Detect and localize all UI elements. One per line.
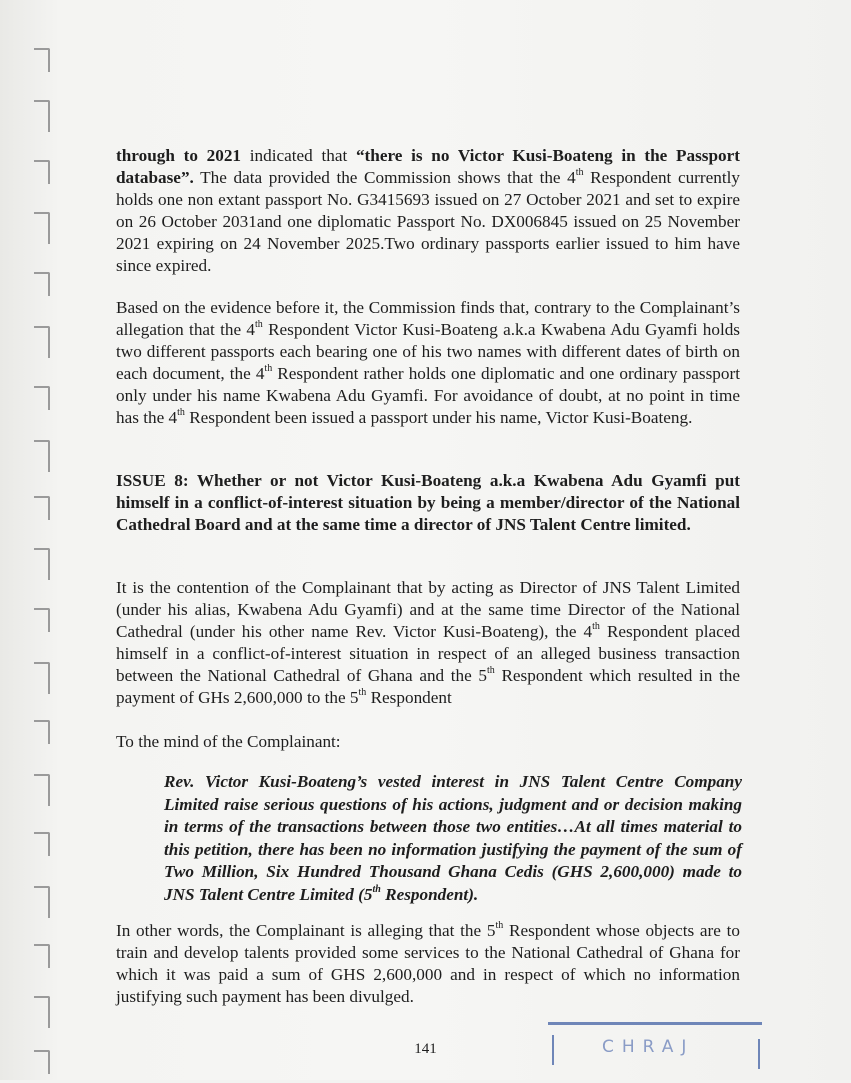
binder-mark — [34, 160, 50, 184]
binder-mark — [34, 548, 50, 580]
superscript: th — [255, 319, 263, 331]
binder-mark — [34, 100, 50, 132]
page-number: 141 — [414, 1041, 437, 1057]
stamp-text: CHRAJ — [602, 1037, 695, 1057]
paragraph-passport-database — [116, 145, 740, 277]
superscript: th — [592, 621, 600, 633]
binder-mark — [34, 272, 50, 296]
text: Respondent been issued a passport under his name, Victor Kusi-Boateng. — [184, 408, 693, 427]
binder-mark — [34, 608, 50, 632]
text: Respondent currently holds one non extant passport No. G3415693 issued on 27 October 2021 and set to expire on 26 October 2031and one diplomatic Passport No. DX006845 issued on 25 November 2021 expiring on 24 November 2025.Two ordinary passports earlier issued to him have since expired. — [116, 168, 740, 275]
block-quote — [164, 771, 742, 906]
paragraph-commission-finding — [116, 297, 740, 429]
quote-text: Rev. Victor Kusi-Boateng’s vested interest in JNS Talent Centre Company Limited raise serious questions of his actions, judgment and or decision making in terms of the transactions between those two entities…At all times material to this petition, there has been no information justifying the payment of the sum of Two Million, Six Hundred Thousand Ghana Cedis (GHS 2,600,000) made to JNS Talent Centre Limited (5 — [164, 772, 742, 904]
superscript: th — [487, 665, 495, 677]
binder-mark — [34, 774, 50, 806]
superscript: th — [358, 687, 367, 699]
text: Respondent which resulted in the payment of GHs 2,600,000 to the 5 — [116, 666, 740, 707]
bold-lead: through to 2021 — [116, 146, 242, 165]
binder-mark — [34, 886, 50, 918]
text: In other words, the Complainant is alleging that the 5 — [116, 921, 496, 940]
binder-mark — [34, 720, 50, 744]
binder-mark — [34, 326, 50, 358]
text: The data provided the Commission shows that the 4 — [193, 168, 576, 187]
quote-text: Respondent). — [380, 884, 479, 904]
binder-mark — [34, 496, 50, 520]
superscript: th — [495, 920, 504, 932]
superscript: th — [177, 407, 185, 419]
paragraph-complainant-contention — [116, 577, 740, 709]
binder-mark — [34, 832, 50, 856]
text: Respondent placed himself in a conflict-of-interest situation in respect of an alleged business transaction between the National Cathedral of Ghana and the 5 — [116, 622, 740, 685]
superscript: th — [372, 883, 381, 895]
issue-8-heading: ISSUE 8: Whether or not Victor Kusi-Boateng a.k.a Kwabena Adu Gyamfi put himself in a conflict-of-interest situation by being a member/director of the National Cathedral Board and at the same time a director of JNS Talent Centre limited. — [116, 471, 740, 534]
text: Respondent Victor Kusi-Boateng a.k.a Kwabena Adu Gyamfi holds two different passports each bearing one of his two names with different dates of birth on each document, the 4 — [116, 320, 740, 383]
paragraph-mind-of-complainant: To the mind of the Complainant: — [116, 732, 341, 751]
binder-mark — [34, 212, 50, 244]
text: indicated that — [241, 146, 356, 165]
stamp-border-right — [758, 1039, 760, 1069]
binder-mark — [34, 48, 50, 72]
text: Respondent rather holds one diplomatic and one ordinary passport only under his name Kwabena Adu Gyamfi. For avoidance of doubt, at no point in time has the 4 — [116, 364, 740, 427]
text: Respondent — [366, 688, 452, 707]
binder-mark — [34, 662, 50, 694]
text: It is the contention of the Complainant that by acting as Director of JNS Talent Limited (under his alias, Kwabena Adu Gyamfi) and at the same time Director of the National Cathedral (under his other name Rev. Victor Kusi-Boateng), the 4 — [116, 578, 740, 641]
binder-mark — [34, 440, 50, 472]
superscript: th — [264, 363, 273, 375]
text: Respondent whose objects are to train and develop talents provided some services to the National Cathedral of Ghana for which it was paid a sum of GHS 2,600,000 and in respect of which no information justifying such payment has been divulged. — [116, 921, 740, 1006]
text: Based on the evidence before it, the Commission finds that, contrary to the Complainant’s allegation that the 4 — [116, 298, 740, 339]
stamp-border-left — [552, 1035, 554, 1065]
bold-quote: “there is no Victor Kusi-Boateng in the Passport database”. — [116, 146, 740, 187]
binder-mark — [34, 944, 50, 968]
binder-mark — [34, 386, 50, 410]
superscript: th — [575, 167, 584, 179]
binder-mark — [34, 996, 50, 1028]
paragraph-in-other-words — [116, 920, 740, 1008]
chraj-stamp — [548, 1022, 762, 1083]
